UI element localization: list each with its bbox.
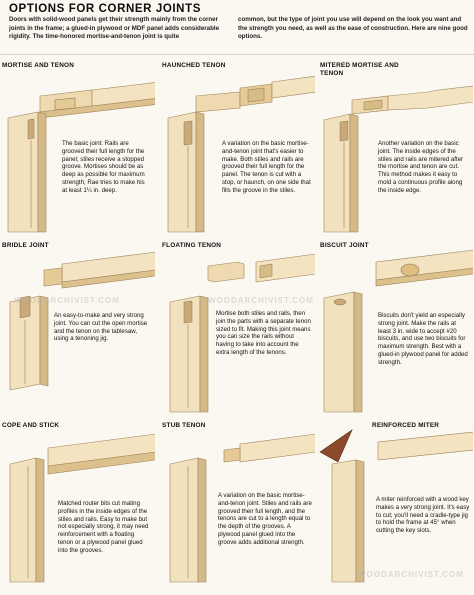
panel-description: An easy-to-make and very strong joint. You can cut the open mortise and the tenon on the tablesaw, using a tenoning jig. bbox=[54, 312, 148, 343]
panel-mitered-mortise-and-tenon bbox=[318, 60, 473, 235]
panel-cope-and-stick bbox=[0, 420, 155, 595]
panel-description: Biscuits don't yield an especially strong joint. Make the rails at least 3 in. wide to accept #20 biscuits, and use two biscuits for maximum strength. Best with a glued-in plywood panel for added strength. bbox=[378, 312, 468, 366]
panel-title: BISCUIT JOINT bbox=[320, 242, 369, 249]
panel-title: MORTISE AND TENON bbox=[2, 62, 75, 69]
panel-stub-tenon bbox=[160, 420, 315, 595]
panel-description: Matched router bits cut mating profiles in the inside edges of the stiles and rails. Easy to make but not especially strong, it may need reinforcement with a floating tenon or a plywood panel glued into the grooves. bbox=[58, 500, 149, 554]
panel-description: A variation on the basic mortise-and-tenon joint. Stiles and rails are grooved their full length, and the tenons are cut to a length equal to the depth of the grooves. A plywood panel glued into the groove adds additional strength. bbox=[218, 492, 312, 546]
watermark: WOODARCHIVIST.COM bbox=[14, 296, 120, 305]
panel-description: Mortise both stiles and rails, then join the parts with a separate tenon sized to fit. Making this joint means you can size the rails without having to take into account the extra length of the tenons. bbox=[216, 310, 311, 356]
intro-text-right: common, but the type of joint you use will depend on the look you want and the strength you need, as well as the ease of construction. Here are nine good options. bbox=[238, 16, 468, 41]
panel-haunched-tenon bbox=[160, 60, 315, 235]
header-divider bbox=[0, 54, 474, 55]
panel-title: HAUNCHED TENON bbox=[162, 62, 226, 69]
panel-title: FLOATING TENON bbox=[162, 242, 222, 249]
panel-biscuit-joint bbox=[318, 240, 473, 415]
page-title: OPTIONS FOR CORNER JOINTS bbox=[9, 3, 201, 15]
panel-title: REINFORCED MITER bbox=[372, 422, 440, 429]
watermark: WOODARCHIVIST.COM bbox=[208, 296, 314, 305]
panel-bridle-joint bbox=[0, 240, 155, 415]
panel-description: A variation on the basic mortise-and-tenon joint that's easier to make. Both stiles and rails are grooved their full length for the panel. The tenon is cut with a stop, or haunch, on one side that fills the groove in the stiles. bbox=[222, 140, 311, 194]
panel-title: BRIDLE JOINT bbox=[2, 242, 49, 249]
panel-mortise-and-tenon bbox=[0, 60, 155, 235]
panel-title: COPE AND STICK bbox=[2, 422, 60, 429]
page-header bbox=[0, 0, 474, 50]
panel-description: A miter reinforced with a wood key makes a very strong joint. It's easy to cut; you'll need a cradle-type jig to hold the frame at 45° when cutting the key slots. bbox=[376, 496, 470, 535]
panel-floating-tenon bbox=[160, 240, 315, 415]
panel-title: MITERED MORTISE AND TENON bbox=[320, 62, 399, 77]
intro-text-left: Doors with solid-wood panels get their strength mainly from the corner joints in the frame; a glued-in plywood or MDF panel adds considerable rigidity. The time-honored mortise-and-tenon joint is quite bbox=[9, 16, 220, 41]
panel-description: Another variation on the basic joint. The inside edges of the stiles and rails are mitered after the mortise and tenon are cut. This method makes it easy to mold a continuous profile along the inside edge. bbox=[378, 140, 464, 194]
panel-reinforced-miter bbox=[318, 420, 473, 595]
panel-description: The basic joint: Rails are grooved their full length for the panel; stiles receive a stopped groove. Mortises should be as deep as possible for maximum strength; Rae tries to make his at least 1¼ in. deep. bbox=[62, 140, 145, 194]
watermark: WOODARCHIVIST.COM bbox=[358, 570, 464, 579]
panel-title: STUB TENON bbox=[162, 422, 206, 429]
